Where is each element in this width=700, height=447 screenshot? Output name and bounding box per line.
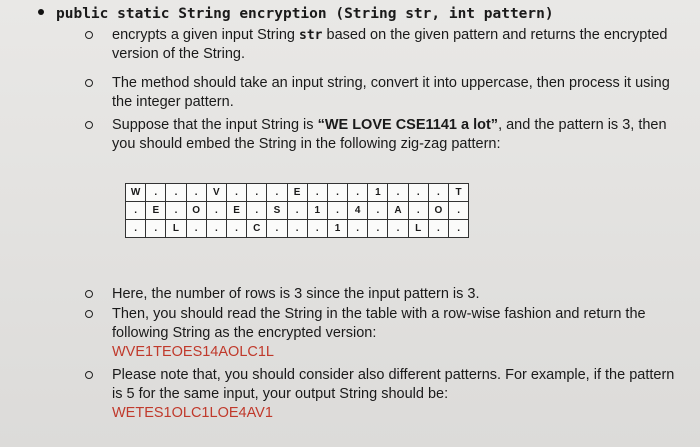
circle-bullet-icon	[85, 310, 93, 318]
table-cell: .	[126, 220, 146, 238]
encrypted-output-3: WVE1TEOES14AOLC1L	[112, 344, 274, 360]
table-cell: 4	[348, 202, 368, 220]
table-cell: .	[307, 184, 327, 202]
table-cell: .	[226, 184, 246, 202]
table-cell: W	[126, 184, 146, 202]
table-cell: .	[388, 220, 408, 238]
table-cell: .	[206, 202, 226, 220]
table-cell: O	[186, 202, 206, 220]
table-cell: V	[206, 184, 226, 202]
example-input: “WE LOVE CSE1141 a lot”	[317, 117, 499, 133]
item-text-cont: based on the given pattern and returns the encrypted version of the String.	[112, 27, 668, 62]
zigzag-table	[125, 183, 469, 238]
table-cell: 1	[368, 184, 388, 202]
table-cell: S	[267, 202, 287, 220]
table-cell: .	[368, 202, 388, 220]
table-cell: .	[348, 184, 368, 202]
table-cell: .	[166, 184, 186, 202]
circle-bullet-icon	[85, 121, 93, 129]
table-cell: .	[368, 220, 388, 238]
table-cell: .	[408, 184, 428, 202]
item-text: Here, the number of rows is 3 since the input pattern is 3.	[112, 286, 480, 302]
table-cell: L	[166, 220, 186, 238]
circle-bullet-icon	[85, 290, 93, 298]
code-str: str	[299, 28, 323, 43]
table-cell: .	[267, 220, 287, 238]
list-item-2	[85, 74, 688, 112]
item-text: The method should take an input string, convert it into uppercase, then process it using the integer pattern.	[112, 75, 670, 110]
table-cell: .	[166, 202, 186, 220]
table-cell: .	[307, 220, 327, 238]
item-text-cont: , and the pattern is 3, then you should embed the String in the following zig-zag pattern:	[112, 117, 667, 152]
signature-text: public static String encryption (String str, int pattern)	[56, 6, 554, 22]
table-cell: .	[267, 184, 287, 202]
item-text: Please note that, you should consider also different patterns. For example, if the pattern is 5 for the same input, your output String should be:	[112, 367, 675, 402]
item-text: Suppose that the input String is	[112, 117, 318, 133]
table-cell: .	[287, 220, 307, 238]
table-cell: .	[126, 202, 146, 220]
table-cell: .	[327, 202, 347, 220]
table-cell: .	[186, 184, 206, 202]
table-cell: .	[247, 202, 267, 220]
list-item-5	[85, 305, 688, 362]
table-cell: .	[428, 184, 448, 202]
table-cell: O	[428, 202, 448, 220]
bullet-icon	[38, 9, 44, 15]
table-cell: .	[449, 220, 469, 238]
table-cell: E	[287, 184, 307, 202]
table-cell: .	[327, 184, 347, 202]
table-cell: .	[449, 202, 469, 220]
list-item-6	[85, 366, 688, 423]
table-cell: .	[428, 220, 448, 238]
table-cell: .	[206, 220, 226, 238]
table-cell: 1	[327, 220, 347, 238]
table-cell: .	[287, 202, 307, 220]
table-cell: .	[388, 184, 408, 202]
item-text: encrypts a given input String	[112, 27, 299, 43]
table-cell: 1	[307, 202, 327, 220]
list-item-3	[85, 116, 688, 154]
table-row	[126, 220, 469, 238]
list-item-4	[85, 285, 688, 304]
circle-bullet-icon	[85, 371, 93, 379]
table-cell: T	[449, 184, 469, 202]
table-cell: L	[408, 220, 428, 238]
list-item-1	[85, 26, 688, 64]
table-cell: .	[247, 184, 267, 202]
table-cell: .	[146, 220, 166, 238]
encrypted-output-5: WETES1OLC1LOE4AV1	[112, 405, 273, 421]
table-cell: E	[226, 202, 246, 220]
table-cell: .	[226, 220, 246, 238]
method-signature	[38, 6, 690, 22]
table-cell: .	[408, 202, 428, 220]
table-cell: .	[146, 184, 166, 202]
table-cell: E	[146, 202, 166, 220]
table-cell: .	[186, 220, 206, 238]
table-row	[126, 184, 469, 202]
circle-bullet-icon	[85, 79, 93, 87]
item-text: Then, you should read the String in the table with a row-wise fashion and return the following String as the encrypted version:	[112, 306, 646, 341]
table-cell: .	[348, 220, 368, 238]
table-row	[126, 202, 469, 220]
table-cell: A	[388, 202, 408, 220]
circle-bullet-icon	[85, 31, 93, 39]
table-cell: C	[247, 220, 267, 238]
